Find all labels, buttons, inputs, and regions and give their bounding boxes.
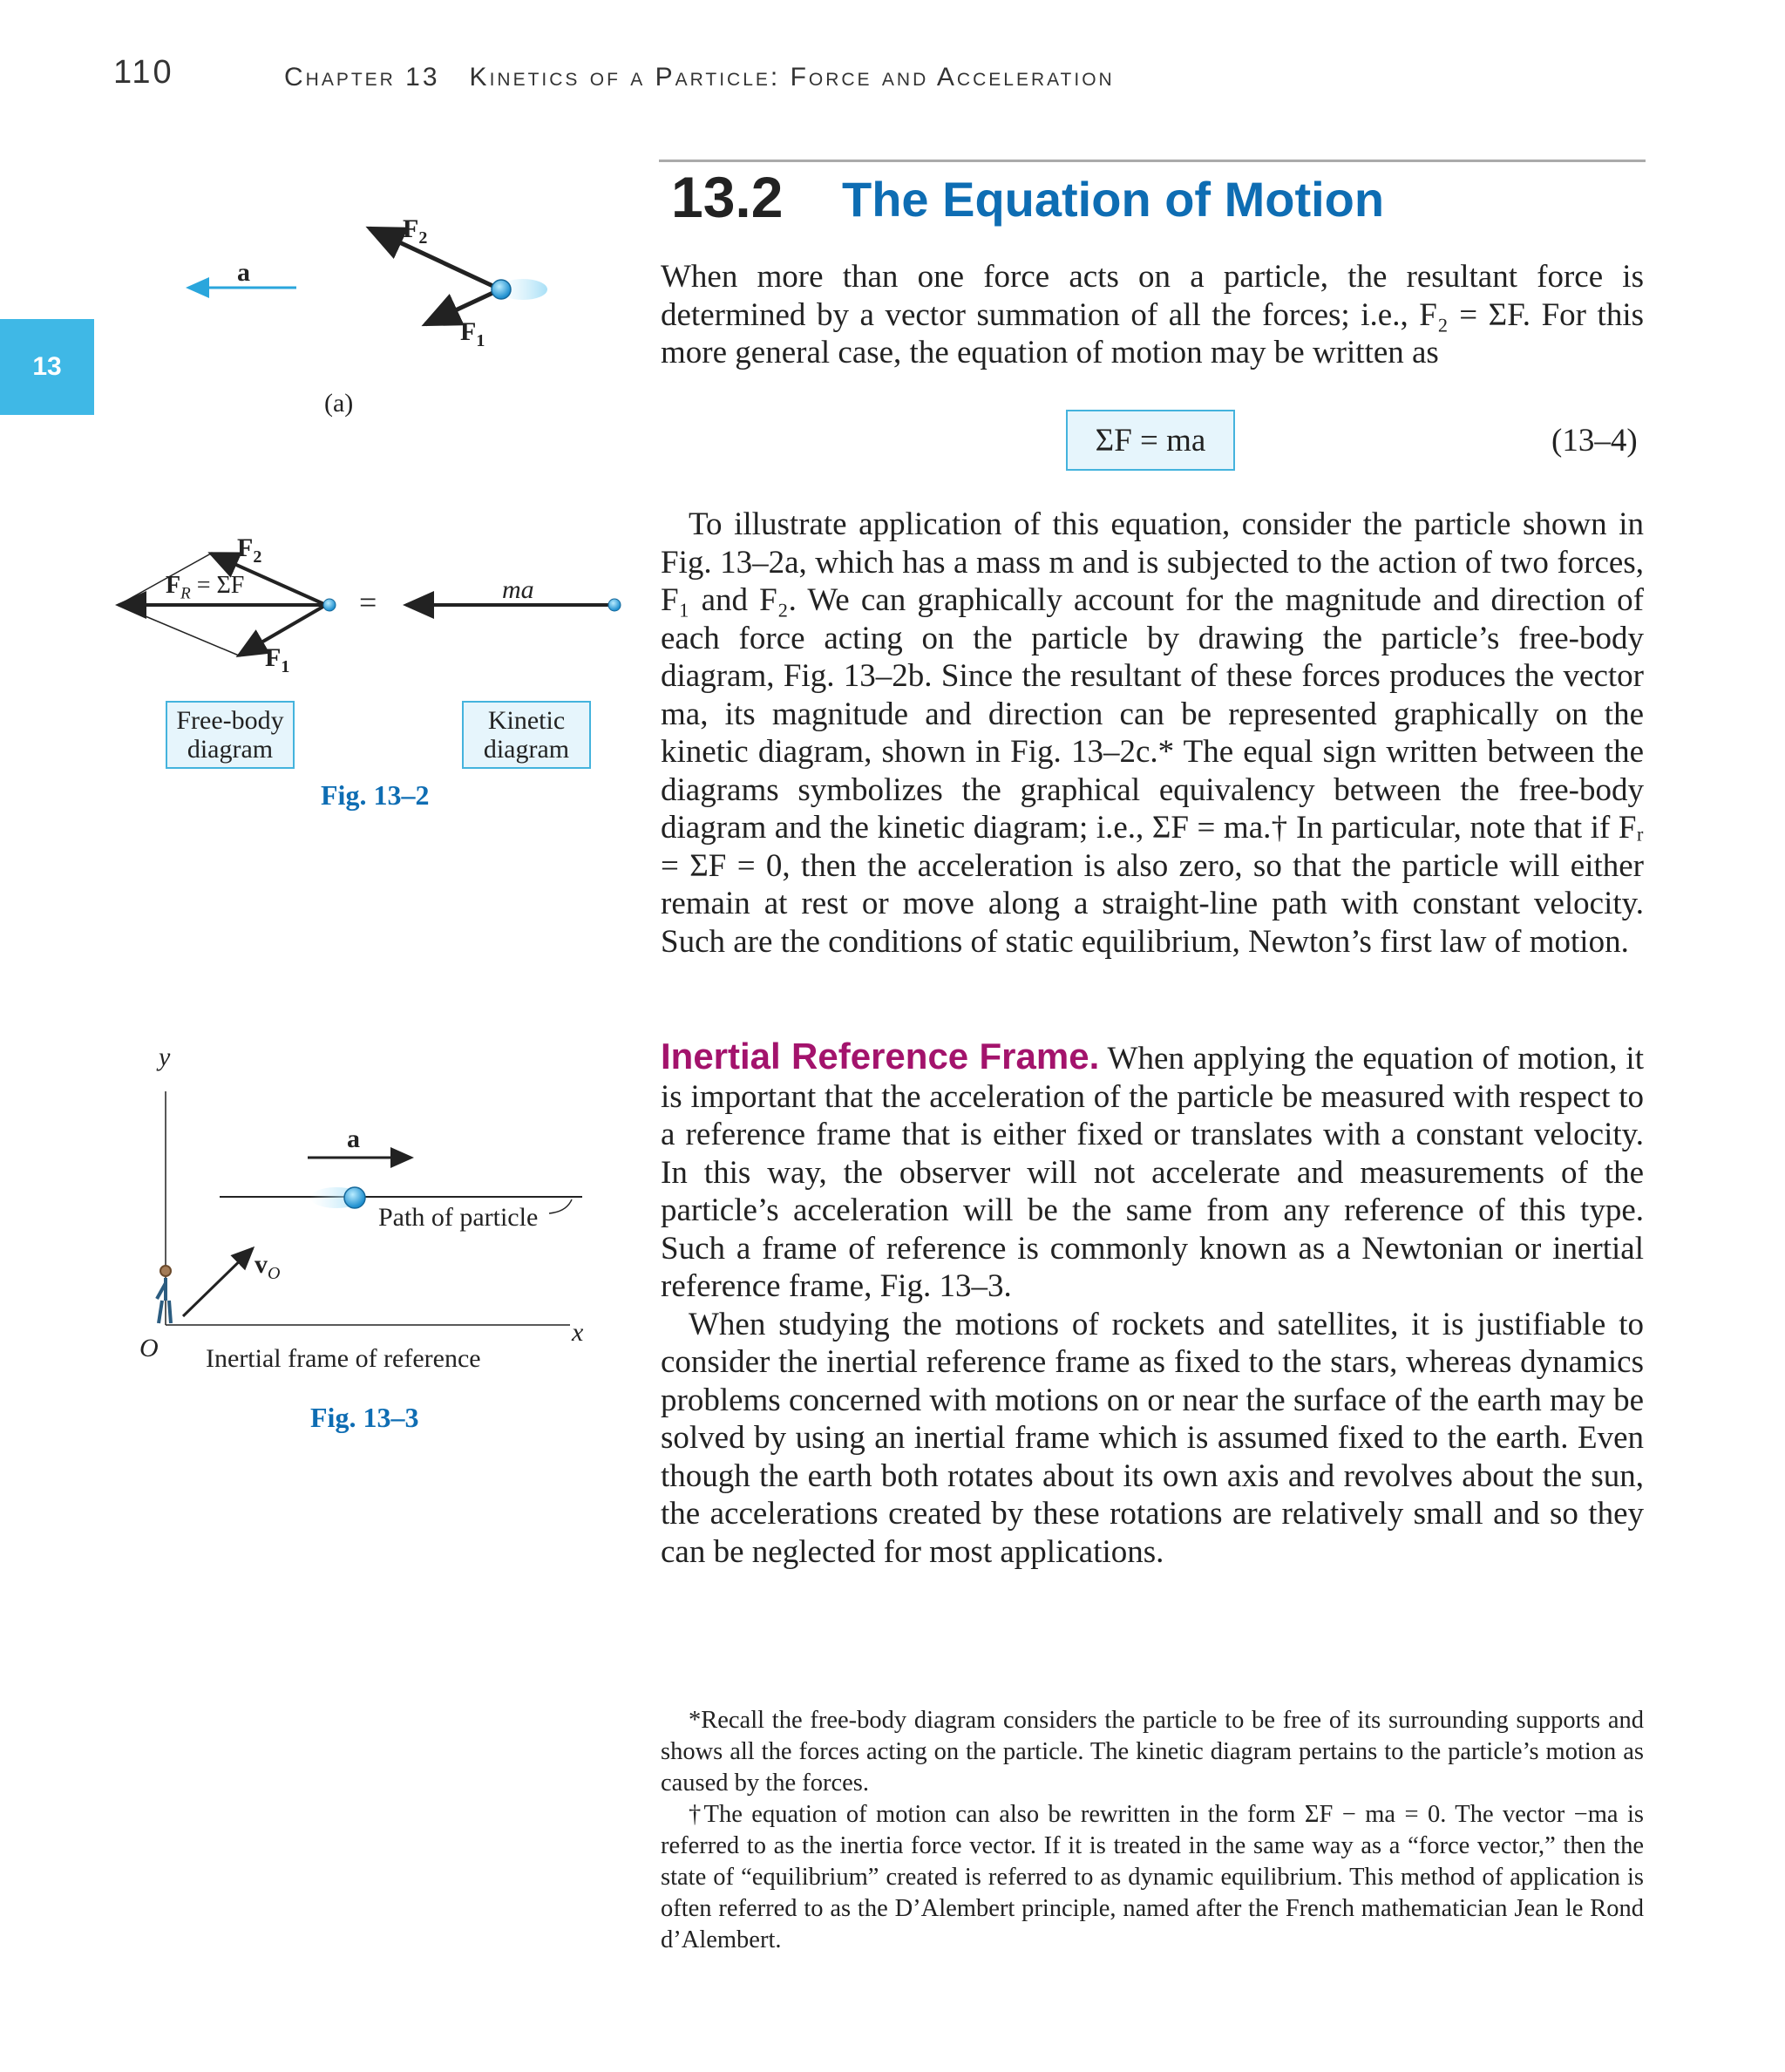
page-number: 110 [113,54,174,91]
section-title: The Equation of Motion [842,172,1385,227]
f2-letter-fbd: F [237,533,254,562]
f1-label-a [460,317,485,351]
illustrate-text: To illustrate application of this equation, consider the particle shown in Fig. 13–2a, which has a mass m and is subjected to the action of two forces, F₁ and F₂. We can graphically account for the magnitude and direction of each force acting on the particle by drawing the particle’s free-body diagram, Fig. 13–2b. Since the resultant of these forces produces the vector ma, its magnitude and direction can be represented graphically on the kinetic diagram, shown in Fig. 13–2c.* The equal sign written between the diagrams symbolizes the graphical equivalency between the free-body diagram and the kinetic diagram; i.e., ΣF = ma.† In particular, note that if Fᵣ = ΣF = 0, then the acceleration is also zero, so that the particle will either remain at rest or move along a straight-line path with constant velocity. Such are the conditions of static equilibrium, Newton’s first law of motion. [661,506,1644,960]
accel-label-a: a [237,258,250,287]
ma-label: ma [502,575,534,604]
equivalence-sign: = [359,585,377,620]
f1-label-fbd [265,643,289,677]
origin-label: O [139,1334,159,1362]
path-label: Path of particle [378,1203,539,1232]
x-axis-label: x [572,1318,584,1347]
fig-13-3-caption: Fig. 13–3 [310,1402,419,1433]
fig-13-2-caption: Fig. 13–2 [321,779,430,811]
velocity-arrow [183,1248,253,1316]
kinetic-line1: Kinetic [487,706,566,735]
inertial-text: When applying the equation of motion, it is important that the acceleration of the particle be measured with respect to a reference frame that is either fixed or translates with a constant velocity. In this way, the observer will not accelerate and measurements of the particle’s acceleration will be the same from any reference of this type. Such a frame of reference is commonly known as a Newtonian or inertial reference frame, Fig. 13–3. [661,1041,1644,1304]
free-body-box [166,701,295,769]
parallelogram-bottom [119,605,239,656]
f2-subscript-fbd: 2 [253,547,262,567]
chapter-tab: 13 [0,319,94,415]
f2-letter: F [403,214,419,243]
inertial-subhead: Inertial Reference Frame. [661,1036,1100,1077]
subfig-a-label: (a) [324,389,354,418]
free-body-line1: Free-body [176,706,284,735]
velocity-subscript: O [268,1264,281,1283]
rockets-text: When studying the motions of rockets and satellites, it is justifiable to consider the inertial reference frame as fixed to the stars, whereas dynamics problems concerned with motions on or near the surface of the earth may be solved by using an inertial frame which is assumed fixed to the earth. Even though the earth both rotates about its own axis and revolves about the sun, the accelerations created by these rotations are relatively small and so they can be neglected for most applications. [661,1306,1644,1570]
particle-a [492,280,511,299]
footnote-dagger: †The equation of motion can also be rewritten in the form ΣF − ma = 0. The vector −ma is referred to as the inertia force vector. If it is treated in the same way as a “force vector,” then the state of “equilibrium” created is referred to as dynamic equilibrium. This method of application is often referred to as the D’Alembert principle, named after the French mathematician Jean le Rond d’Alembert. [661,1801,1644,1953]
intro-text: When more than one force acts on a particle, the resultant force is determined by a vector summation of all the forces; i.e., F₂ = ΣF. For this more general case, the equation of motion may be written as [661,259,1644,370]
fr-subscript: R [180,584,191,603]
f1-subscript-fbd: 1 [281,657,290,676]
fr-letter: F [166,572,181,599]
equation-text: ΣF = ma [1095,422,1206,459]
f1-letter: F [460,317,477,346]
footnote-star: *Recall the free-body diagram considers the particle to be free of its surrounding supports and shows all the forces acting on the particle. The kinetic diagram pertains to the particle’s motion as caused by the forces. [661,1707,1644,1797]
y-axis-label: y [159,1043,171,1071]
f1-letter-fbd: F [265,643,282,672]
path-leader [549,1199,572,1213]
accel-label-b: a [347,1124,360,1153]
fr-label [166,572,244,604]
equation-number: (13–4) [1551,423,1638,459]
particle-kinetic [608,599,621,611]
kinetic-line2: diagram [483,735,570,764]
velocity-letter: v [255,1250,268,1279]
f2-subscript: 2 [418,228,428,248]
particle-b [344,1187,365,1208]
force-f2-arrow [370,228,500,289]
kinetic-box [462,701,591,769]
observer-figure [157,1266,171,1323]
f2-label-a [403,214,427,248]
f2-label-fbd [237,533,261,567]
section-number: 13.2 [671,165,784,229]
f1-subscript: 1 [476,331,485,350]
particle-fbd [323,599,336,611]
frame-label: Inertial frame of reference [206,1344,481,1373]
velocity-label [255,1250,280,1284]
fr-rhs: = ΣF [190,572,245,599]
running-head: Chapter 13 Kinetics of a Particle: Force and Acceleration [284,63,1115,92]
free-body-line2: diagram [187,735,274,764]
